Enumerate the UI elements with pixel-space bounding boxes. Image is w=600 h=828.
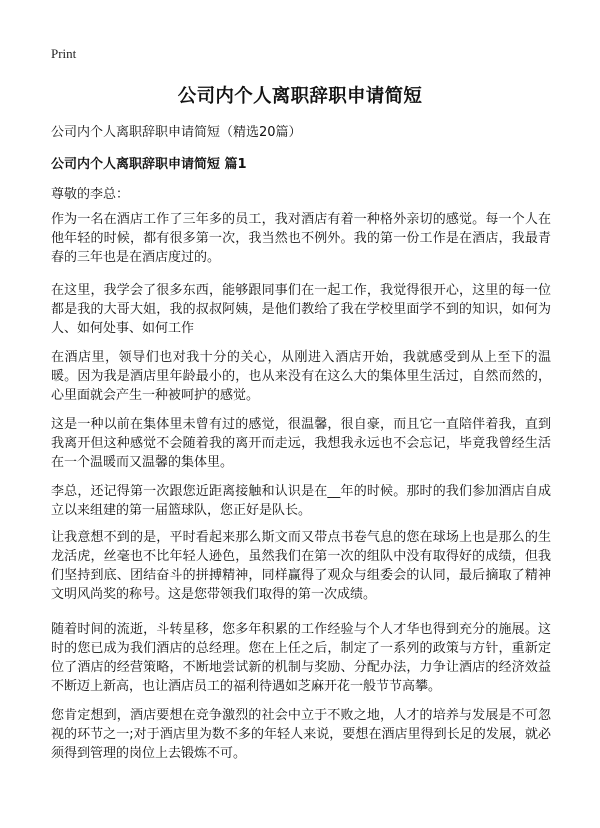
body-paragraph-1: 作为一名在酒店工作了三年多的员工，我对酒店有着一种格外亲切的感觉。每一个人在他年轻的时候，都有很多第一次，我当然也不例外。我的第一份工作是在酒店，我最青春的三年也是在酒店度过的。: [51, 212, 551, 265]
document-subtitle: 公司内个人离职辞职申请简短（精选20篇）: [51, 125, 302, 140]
section-title: 公司内个人离职辞职申请简短 篇1: [51, 157, 247, 172]
print-label: Print: [51, 46, 77, 61]
body-paragraph-6: 让我意想不到的是，平时看起来那么斯文而又带点书卷气息的您在球场上也是那么的生龙活虎，丝毫也不比年轻人逊色，虽然我们在第一次的组队中没有取得好的成绩，但我们坚持到底、团结奋斗的拼搏精神，同样赢得了观众与组委会的认同，最后摘取了精神文明风尚奖的称号。这是您带领我们取得的第一次成绩。: [51, 530, 551, 602]
body-paragraph-7: 随着时间的流逝，斗转星移，您多年积累的工作经验与个人才华也得到充分的施展。这时的您已成为我们酒店的总经理。您在上任之后，制定了一系列的政策与方针，重新定位了酒店的经营策略，不断地尝试新的机制与奖励、分配办法，力争让酒店的经济效益不断迈上新高，也让酒店员工的福利待遇如芝麻开花一般节节高攀。: [51, 622, 551, 694]
body-paragraph-8: 您肯定想到，酒店要想在竞争激烈的社会中立于不败之地，人才的培养与发展是不可忽视的环节之一;对于酒店里为数不多的年轻人来说，要想在酒店里得到长足的发展，就必须得到管理的岗位上去锻炼不可。: [51, 708, 551, 761]
document-title: 公司内个人离职辞职申请简短: [177, 86, 423, 107]
body-paragraph-5: 李总，还记得第一次跟您近距离接触和认识是在__年的时候。那时的我们参加酒店自成立以来组建的第一届篮球队，您正好是队长。: [51, 484, 551, 518]
body-paragraph-3: 在酒店里，领导们也对我十分的关心，从刚进入酒店开始，我就感受到从上至下的温暖。因为我是酒店里年龄最小的，也从来没有在这么大的集体里生活过，自然而然的，心里面就会产生一种被呵护的感觉。: [51, 350, 551, 403]
body-paragraph-2: 在这里，我学会了很多东西，能够跟同事们在一起工作，我觉得很开心，这里的每一位都是我的大哥大姐，我的叔叔阿姨，是他们教给了我在学校里面学不到的知识，如何为人、如何处事、如何工作: [51, 283, 551, 336]
salutation: 尊敬的李总：: [51, 187, 130, 202]
body-paragraph-4: 这是一种以前在集体里未曾有过的感觉，很温馨，很自豪，而且它一直陪伴着我，直到我离开但这种感觉不会随着我的离开而走远，我想我永远也不会忘记，毕竟我曾经生活在一个温暖而又温馨的集体里。: [51, 417, 551, 470]
